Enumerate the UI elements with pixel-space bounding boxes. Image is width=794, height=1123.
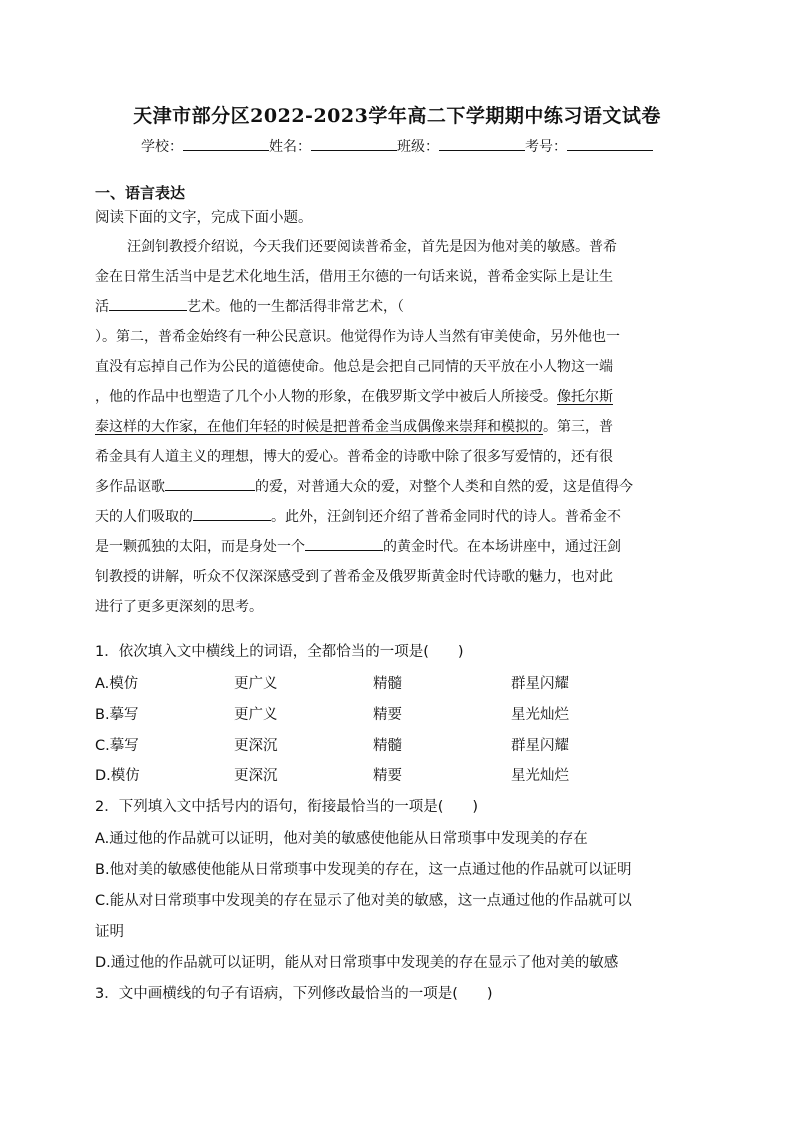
school-blank bbox=[183, 138, 269, 151]
passage-line: 金在日常生活当中是艺术化地生活，借用王尔德的一句话来说，普希金实际上是让生 bbox=[95, 269, 613, 285]
section-heading: 一、语言表达 bbox=[95, 184, 186, 202]
question-2-option-c-cont: 证明 bbox=[95, 924, 124, 940]
exam-no-label: 考号： bbox=[525, 139, 567, 155]
class-label: 班级： bbox=[397, 139, 439, 155]
question-2-option-a: A.通过他的作品就可以证明，他对美的敏感使他能从日常琐事中发现美的存在 bbox=[95, 831, 588, 847]
class-blank bbox=[439, 138, 525, 151]
question-1-stem: 1．依次填入文中横线上的词语，全都恰当的一项是( ) bbox=[95, 644, 464, 660]
passage-line: 多作品讴歌 的爱，对普通大众的爱，对整个人类和自然的爱，这是值得今 bbox=[95, 479, 633, 495]
passage-line: 汪剑钊教授介绍说，今天我们还要阅读普希金，首先是因为他对美的敏感。普希 bbox=[127, 239, 617, 255]
underlined-sentence: 像托尔斯 bbox=[557, 389, 613, 405]
fill-blank-1 bbox=[109, 298, 187, 311]
student-info-line bbox=[0, 136, 794, 156]
question-2-stem: 2．下列填入文中括号内的语句，衔接最恰当的一项是( ) bbox=[95, 799, 479, 815]
section-instruction: 阅读下面的文字，完成下面小题。 bbox=[95, 210, 313, 226]
passage-line: 天的人们吸取的 。此外，汪剑钊还介绍了普希金同时代的诗人。普希金不 bbox=[95, 509, 621, 525]
question-2-option-b: B.他对美的敏感使他能从日常琐事中发现美的存在，这一点通过他的作品就可以证明 bbox=[95, 862, 632, 878]
exam-title: 天津市部分区2022-2023学年高二下学期期中练习语文试卷 bbox=[133, 105, 661, 127]
passage-line: 希金具有人道主义的理想，博大的爱心。普希金的诗歌中除了很多写爱情的，还有很 bbox=[95, 449, 613, 465]
passage-line: 活 艺术。他的一生都活得非常艺术，（ bbox=[95, 299, 404, 315]
passage-line: 是一颗孤独的太阳，而是身处一个 的黄金时代。在本场讲座中，通过汪剑 bbox=[95, 539, 621, 555]
fill-blank-3 bbox=[193, 508, 271, 521]
question-2-option-c: C.能从对日常琐事中发现美的存在显示了他对美的敏感，这一点通过他的作品就可以 bbox=[95, 893, 632, 909]
school-label: 学校： bbox=[141, 139, 183, 155]
question-2-option-d: D.通过他的作品就可以证明，能从对日常琐事中发现美的存在显示了他对美的敏感 bbox=[95, 955, 619, 971]
fill-blank-2 bbox=[165, 478, 255, 491]
passage-line: 进行了更多更深刻的思考。 bbox=[95, 599, 263, 615]
exam-page: 天津市部分区2022-2023学年高二下学期期中练习语文试卷 学校： 姓名： 班级： 考号： 一、语言表达 阅读下面的文字，完成下面小题。 汪剑钊教授介绍说，今天我们还要阅读普希金，首先是因为他对美的敏感。普希 金在日常生活当中是艺术化地生活，借用王尔德的一句话来说，普希金实际上是让生 活 艺术。他的一生都活得非常艺术，（ ）。第二，普希金始终有一种公民意识。他觉得作为诗人当然有审美使命，另外他也一 直没有忘掉自己作为公民的道德使命。他总是会把自己同情的天平放在小人物这一端 ，他的作品中也塑造了几个小人物的形象，在俄罗斯文学中被后人所接受。像托尔斯 泰这样的大作家，在他们年轻的时候是把普希金当成偶像来崇拜和模拟的。第三，普 希金具有人道主义的理想，博大的爱心。普希金的诗歌中除了很多写爱情的，还有很 多作品讴歌 的爱，对普通大众的爱，对整个人类和自然的爱，这是值得今 天的人们吸取的 。此外，汪剑钊还介绍了普希金同时代的诗人。普希金不 是一颗孤独的太阳，而是身处一个 的黄金时代。在本场讲座中，通过汪剑 钊教授的讲解，听众不仅深深感受到了普希金及俄罗斯黄金时代诗歌的魅力，也对此 进行了更多更深刻的思考。 1．依次填入文中横线上的词语，全都恰当的一项是( ) A.模仿 更广义 精髓 群星闪耀 B.摹写 更广义 精要 星光灿烂 C.摹写 更深沉 精髓 群星闪耀 D.模仿 更深沉 精要 星光灿烂 2．下列填入文中括号内的语句，衔接最恰当的一项是( ) A.通过他的作品就可以证明，他对美的敏感使他能从日常琐事中发现美的存在 B.他对美的敏感使他能从日常琐事中发现美的存在，这一点通过他的作品就可以证明 C.能从对日常琐事中发现美的存在显示了他对美的敏感，这一点通过他的作品就可以 证明 D.通过他的作品就可以证明，能从对日常琐事中发现美的存在显示了他对美的敏感 3．文中画横线的句子有语病，下列修改最恰当的一项是( ) bbox=[0, 0, 794, 1123]
underlined-sentence: 泰这样的大作家，在他们年轻的时候是把普希金当成偶像来崇拜和模拟的 bbox=[95, 419, 543, 435]
exam-no-blank bbox=[567, 138, 653, 151]
passage-line: ）。第二，普希金始终有一种公民意识。他觉得作为诗人当然有审美使命，另外他也一 bbox=[95, 329, 620, 345]
fill-blank-4 bbox=[305, 538, 383, 551]
passage-line: 钊教授的讲解，听众不仅深深感受到了普希金及俄罗斯黄金时代诗歌的魅力，也对此 bbox=[95, 569, 613, 585]
passage-line: 直没有忘掉自己作为公民的道德使命。他总是会把自己同情的天平放在小人物这一端 bbox=[95, 359, 613, 375]
passage-line: 泰这样的大作家，在他们年轻的时候是把普希金当成偶像来崇拜和模拟的。第三，普 bbox=[95, 419, 613, 435]
passage-line: ，他的作品中也塑造了几个小人物的形象，在俄罗斯文学中被后人所接受。像托尔斯 bbox=[95, 389, 613, 405]
question-3-stem: 3．文中画横线的句子有语病，下列修改最恰当的一项是( ) bbox=[95, 986, 493, 1002]
name-blank bbox=[311, 138, 397, 151]
name-label: 姓名： bbox=[269, 139, 311, 155]
